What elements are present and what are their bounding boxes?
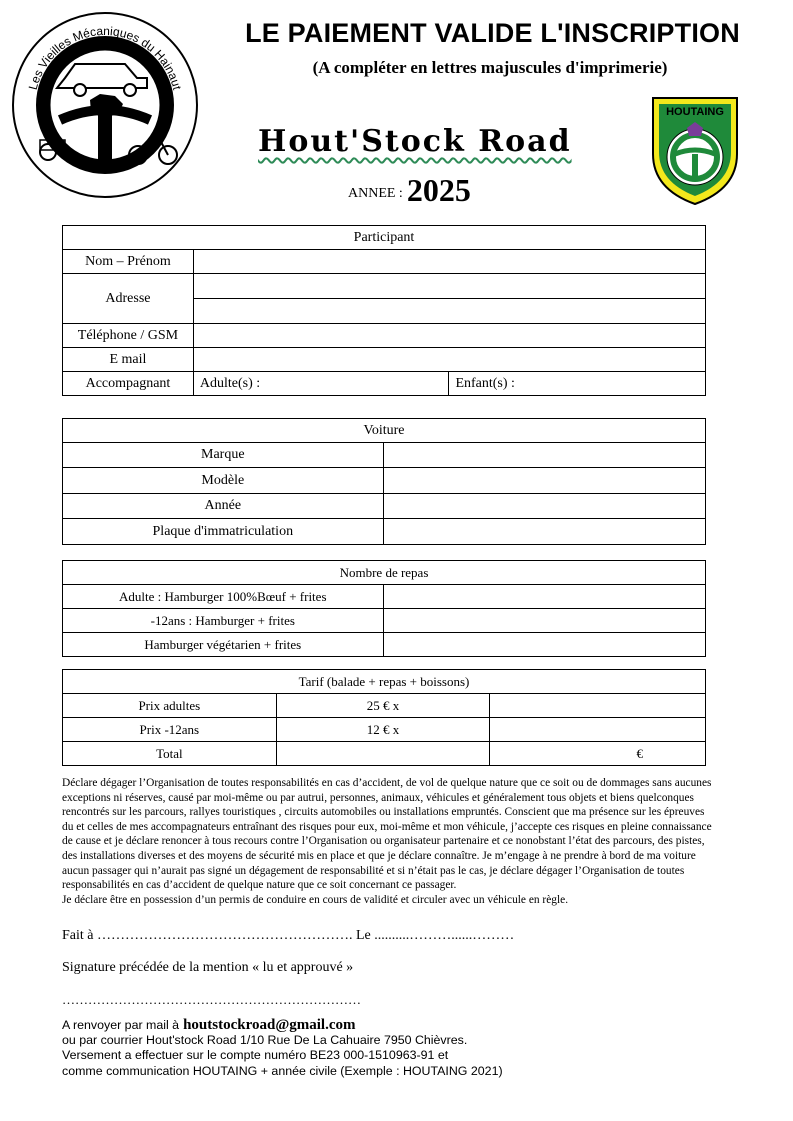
meals-heading: Nombre de repas (63, 561, 706, 585)
price-adult-total-field[interactable] (490, 694, 706, 718)
event-name: Hout'Stock Road (258, 124, 572, 159)
price-adult-label: Prix adultes (63, 694, 277, 718)
return-instructions (62, 1018, 503, 1079)
place-date-line[interactable]: Fait à ………………………………………………. Le ..........………......……… (62, 928, 515, 943)
price-child-label: Prix -12ans (63, 718, 277, 742)
license-statement: Je déclare être en possession d’un permis de conduire en cours de validité et circuler avec un véhicule en règle. (62, 893, 569, 906)
car-plate-field[interactable] (383, 519, 705, 545)
payment-reference: comme communication HOUTAING + année civile (Exemple : HOUTAING 2021) (62, 1063, 503, 1078)
address-field-1[interactable] (193, 274, 705, 299)
total-label: Total (63, 742, 277, 766)
price-child-total-field[interactable] (490, 718, 706, 742)
bank-account: Versement a effectuer sur le compte numéro BE23 000-1510963-91 et (62, 1048, 449, 1063)
contact-email-link[interactable]: houtstockroad@gmail.com (183, 1017, 356, 1033)
club-logo (10, 10, 200, 200)
participant-heading: Participant (63, 226, 706, 250)
signature-instruction: Signature précédée de la mention « lu et approuvé » (62, 960, 354, 975)
car-year-label: Année (63, 494, 384, 519)
name-field[interactable] (193, 250, 705, 274)
name-label: Nom – Prénom (63, 250, 194, 274)
meal-child-label: -12ans : Hamburger + frites (63, 609, 384, 633)
phone-field[interactable] (193, 324, 705, 348)
price-adult-value: 25 € x (276, 694, 490, 718)
page-subtitle: (A compléter en lettres majuscules d'imprimerie) (312, 58, 668, 77)
disclaimer-text: Déclare dégager l’Organisation de toutes responsabilités en cas d’accident, de vol de quelque nature que ce soit ou de dommages sans aucunes exceptions ni réserves, causé par moi-même ou par autrui, personnes, animaux, véhicules et généralement tous objets et biens quelconques rencontrés sur les parcours, rallyes touristiques , circuits automobiles ou installations empruntés. Conscient que ma présence sur les épreuves du et celles de mes accompagnateurs entraînant des risques pour eux, moi-même et mon véhicule, j’accepte ces risques en pleine connaissance de cause et je déclare renoncer à tous recours contre l’Organisation ou organisateur partenaire et ce nonobstant l’état des parcours, des pistes, des installations diverses et des moyens de sécurité mis en place et que je déclare connaître. Je m’engage à ne prendre à bord de ma voiture aucun passager qui n’aurait pas signé un dégagement de responsabilité et si n’était pas le cas, je déclare dégager l’Organisation de toutes responsabilités en cas d’accident de quelque nature que ce soit concernant ce passager. (62, 777, 712, 892)
pricing-heading: Tarif (balade + repas + boissons) (63, 670, 706, 694)
pricing-table (62, 669, 706, 766)
signature-field[interactable]: …………………………………………………………… (62, 992, 361, 1007)
car-brand-label: Marque (63, 443, 384, 468)
address-label: Adresse (63, 274, 194, 324)
adults-field[interactable]: Adulte(s) : (193, 372, 449, 396)
price-child-value: 12 € x (276, 718, 490, 742)
email-field[interactable] (193, 348, 705, 372)
car-year-field[interactable] (383, 494, 705, 519)
year-value: 2025 (406, 172, 471, 208)
logo-left-text: Les Vieilles Mécaniques du Hainaut (25, 23, 185, 92)
meal-adult-label: Adulte : Hamburger 100%Bœuf + frites (63, 585, 384, 609)
return-prefix: A renvoyer par mail à (62, 1018, 180, 1032)
meal-child-field[interactable] (383, 609, 705, 633)
total-field[interactable]: € (490, 742, 706, 766)
companion-label: Accompagnant (63, 372, 194, 396)
address-field-2[interactable] (193, 299, 705, 324)
meal-veggie-field[interactable] (383, 633, 705, 657)
car-table (62, 418, 706, 545)
car-model-field[interactable] (383, 468, 705, 494)
meals-table (62, 560, 706, 657)
car-heading: Voiture (63, 419, 706, 443)
houtaing-badge (645, 94, 745, 206)
liability-disclaimer (62, 776, 712, 907)
phone-label: Téléphone / GSM (63, 324, 194, 348)
car-brand-field[interactable] (383, 443, 705, 468)
postal-address: ou par courrier Hout'stock Road 1/10 Rue De La Cahuaire 7950 Chièvres. (62, 1033, 468, 1048)
participant-table (62, 225, 706, 396)
car-plate-label: Plaque d'immatriculation (63, 519, 384, 545)
page-title: LE PAIEMENT VALIDE L'INSCRIPTION (245, 18, 740, 48)
year-line (348, 168, 471, 208)
meal-adult-field[interactable] (383, 585, 705, 609)
meal-veggie-label: Hamburger végétarien + frites (63, 633, 384, 657)
car-model-label: Modèle (63, 468, 384, 494)
year-label: ANNEE : (348, 186, 403, 201)
logo-right-text: HOUTAING (666, 106, 724, 118)
children-field[interactable]: Enfant(s) : (449, 372, 706, 396)
total-middle-cell (276, 742, 490, 766)
email-label: E mail (63, 348, 194, 372)
